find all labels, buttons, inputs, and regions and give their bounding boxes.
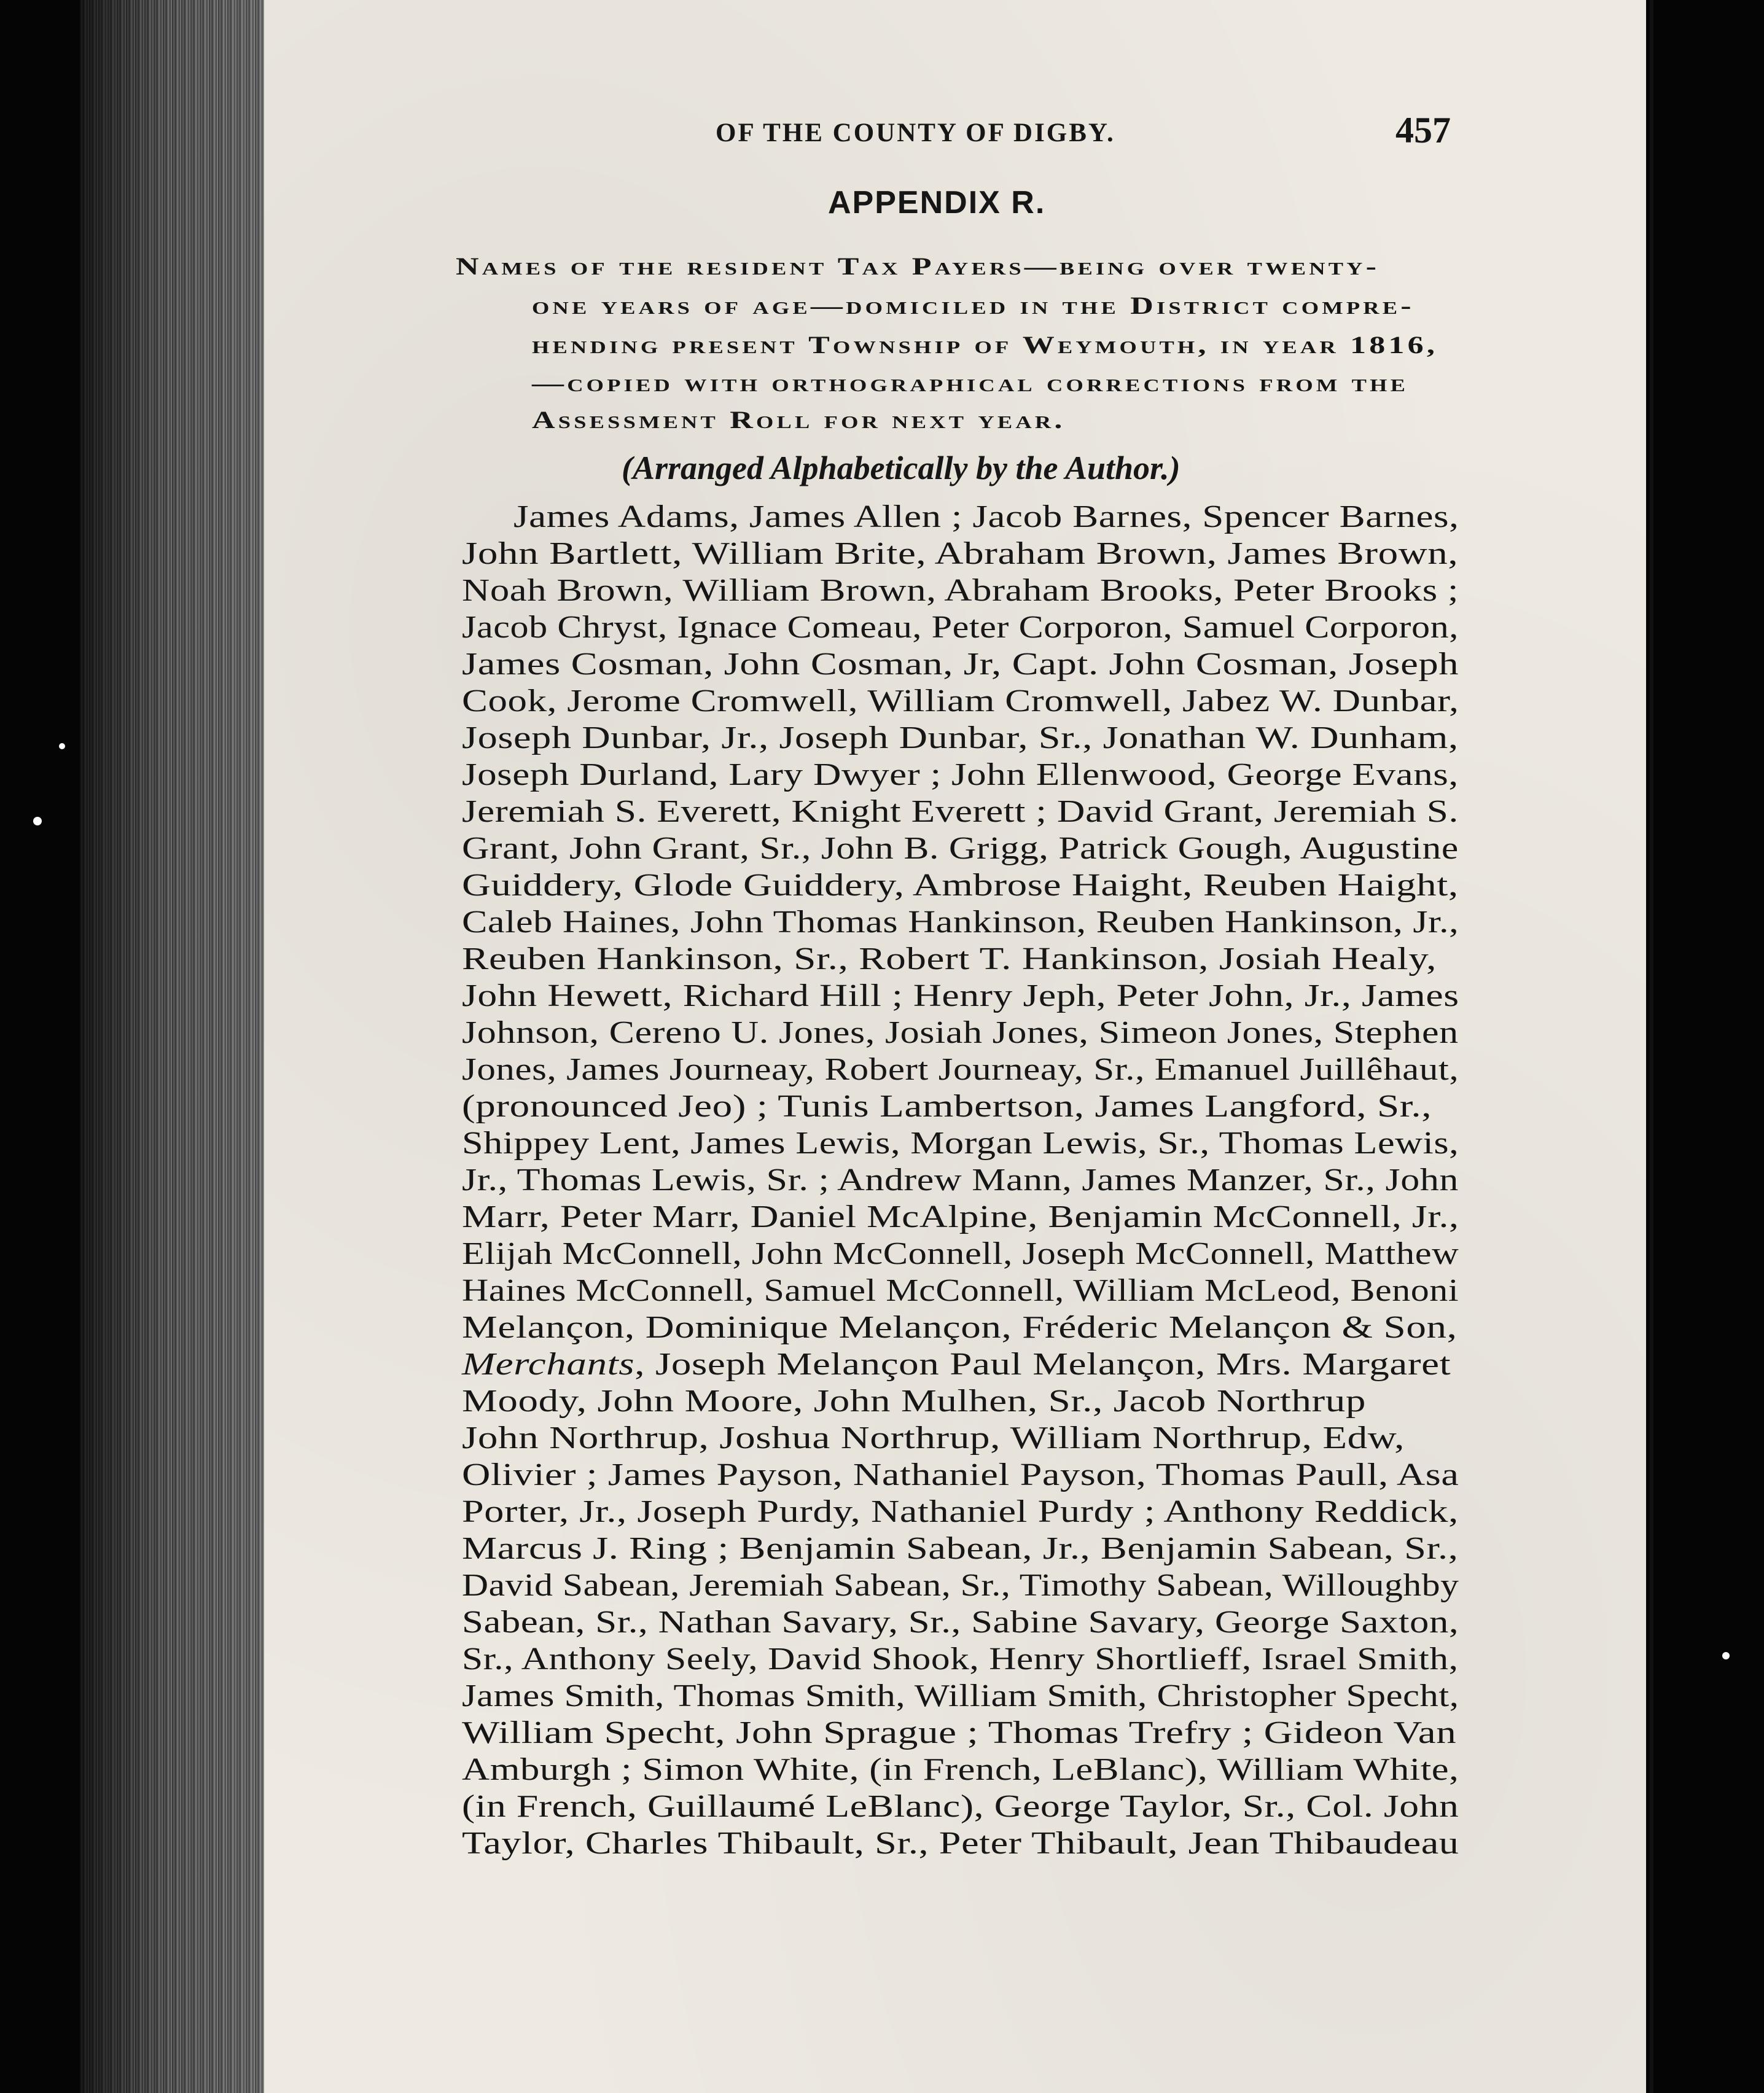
text-line: Melançon, Dominique Melançon, Fréderic Melançon & Son, bbox=[462, 1310, 1458, 1345]
text-line: Cook, Jerome Cromwell, William Cromwell, Jabez W. Dunbar, bbox=[462, 684, 1459, 719]
text-line: James Cosman, John Cosman, Jr, Capt. John Cosman, Joseph bbox=[462, 647, 1459, 682]
gutter-shadow bbox=[80, 0, 270, 2093]
text-line: Grant, John Grant, Sr., John B. Grigg, Patrick Gough, Augustine bbox=[462, 831, 1459, 866]
text-line bbox=[462, 1346, 1451, 1382]
text-line: James Adams, James Allen ; Jacob Barnes, Spencer Barnes, bbox=[513, 499, 1459, 534]
text-line: David Sabean, Jeremiah Sabean, Sr., Timothy Sabean, Willoughby bbox=[462, 1568, 1459, 1603]
text-line: Jacob Chryst, Ignace Comeau, Peter Corporon, Samuel Corporon, bbox=[462, 610, 1459, 645]
text-line: Elijah McConnell, John McConnell, Joseph McConnell, Matthew bbox=[462, 1236, 1459, 1271]
text-line: Olivier ; James Payson, Nathaniel Payson, Thomas Paull, Asa bbox=[462, 1457, 1459, 1492]
text-line: Marr, Peter Marr, Daniel McAlpine, Benjamin McConnell, Jr., bbox=[462, 1199, 1459, 1234]
film-speck bbox=[1722, 1652, 1730, 1659]
page-number: 457 bbox=[1395, 110, 1451, 150]
text-line: Guiddery, Glode Guiddery, Ambrose Haight, Reuben Haight, bbox=[462, 868, 1459, 903]
text-line: Joseph Durland, Lary Dwyer ; John Ellenwood, George Evans, bbox=[462, 757, 1459, 792]
film-edge-rule bbox=[1650, 0, 1653, 2093]
text-line: John Hewett, Richard Hill ; Henry Jeph, Peter John, Jr., James bbox=[462, 978, 1459, 1013]
text-line: (in French, Guillaumé LeBlanc), George Taylor, Sr., Col. John bbox=[462, 1789, 1459, 1824]
film-speck bbox=[33, 817, 42, 825]
text-line: John Northrup, Joshua Northrup, William Northrup, Edw, bbox=[462, 1421, 1405, 1456]
text-line: (pronounced Jeo) ; Tunis Lambertson, James Langford, Sr., bbox=[462, 1089, 1432, 1124]
film-speck bbox=[59, 743, 65, 749]
running-head: OF THE COUNTY OF DIGBY. bbox=[716, 119, 1115, 147]
merchants-rest: , Joseph Melançon Paul Melançon, Mrs. Margaret bbox=[634, 1347, 1451, 1382]
text-line: Porter, Jr., Joseph Purdy, Nathaniel Purdy ; Anthony Reddick, bbox=[462, 1494, 1459, 1529]
merchants-word: Merchants bbox=[462, 1347, 635, 1382]
text-line: Jeremiah S. Everett, Knight Everett ; David Grant, Jeremiah S. bbox=[462, 794, 1459, 829]
text-line: Haines McConnell, Samuel McConnell, William McLeod, Benoni bbox=[462, 1273, 1459, 1308]
appendix-title: APPENDIX R. bbox=[828, 185, 1046, 220]
text-line: Jr., Thomas Lewis, Sr. ; Andrew Mann, James Manzer, Sr., John bbox=[462, 1163, 1459, 1198]
text-line: Noah Brown, William Brown, Abraham Brooks, Peter Brooks ; bbox=[462, 573, 1459, 608]
text-line: Joseph Dunbar, Jr., Joseph Dunbar, Sr., Jonathan W. Dunham, bbox=[462, 720, 1459, 755]
text-line: Shippey Lent, James Lewis, Morgan Lewis, Sr., Thomas Lewis, bbox=[462, 1126, 1459, 1161]
heading-line: Names of the resident Tax Payers—being over twenty- bbox=[456, 252, 1380, 280]
text-line: Marcus J. Ring ; Benjamin Sabean, Jr., Benjamin Sabean, Sr., bbox=[462, 1531, 1459, 1566]
subtitle: (Arranged Alphabetically by the Author.) bbox=[622, 450, 1181, 486]
heading-line: —copied with orthographical corrections from the bbox=[532, 369, 1409, 397]
heading-line: hending present Township of Weymouth, in year 1816, bbox=[532, 331, 1438, 359]
text-line: Amburgh ; Simon White, (in French, LeBlanc), William White, bbox=[462, 1752, 1459, 1787]
text-line: Moody, John Moore, John Mulhen, Sr., Jacob Northrup bbox=[462, 1384, 1367, 1419]
text-line: Caleb Haines, John Thomas Hankinson, Reuben Hankinson, Jr., bbox=[462, 905, 1459, 940]
text-line: John Bartlett, William Brite, Abraham Brown, James Brown, bbox=[462, 536, 1459, 571]
heading-line: Assessment Roll for next year. bbox=[532, 406, 1066, 434]
text-line: Reuben Hankinson, Sr., Robert T. Hankinson, Josiah Healy, bbox=[462, 941, 1437, 976]
text-line: William Specht, John Sprague ; Thomas Trefry ; Gideon Van bbox=[462, 1715, 1457, 1750]
text-line: Johnson, Cereno U. Jones, Josiah Jones, Simeon Jones, Stephen bbox=[462, 1015, 1459, 1050]
heading-line: one years of age—domiciled in the District compre- bbox=[532, 292, 1415, 319]
text-line: James Smith, Thomas Smith, William Smith, Christopher Specht, bbox=[462, 1678, 1459, 1713]
text-line: Jones, James Journeay, Robert Journeay, Sr., Emanuel Juillêhaut, bbox=[462, 1052, 1459, 1087]
text-line: Sr., Anthony Seely, David Shook, Henry Shortlieff, Israel Smith, bbox=[462, 1642, 1459, 1677]
text-line: Sabean, Sr., Nathan Savary, Sr., Sabine Savary, George Saxton, bbox=[462, 1605, 1459, 1640]
text-line: Taylor, Charles Thibault, Sr., Peter Thibault, Jean Thibaudeau bbox=[462, 1826, 1459, 1861]
